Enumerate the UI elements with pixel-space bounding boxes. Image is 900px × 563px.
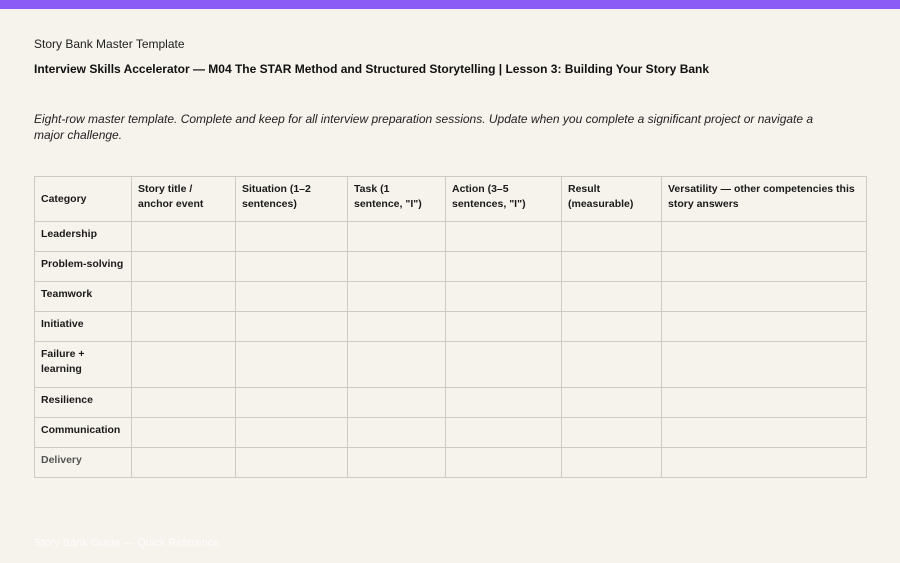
result-cell[interactable] xyxy=(562,252,662,282)
story-title-cell[interactable] xyxy=(132,252,236,282)
story-title-cell[interactable] xyxy=(132,312,236,342)
story-bank-table xyxy=(34,176,867,478)
action-cell[interactable] xyxy=(446,252,562,282)
table-row xyxy=(35,252,867,282)
result-cell[interactable] xyxy=(562,222,662,252)
action-cell[interactable] xyxy=(446,222,562,252)
versatility-cell[interactable] xyxy=(662,252,867,282)
header-category: Category xyxy=(35,177,132,222)
table-row xyxy=(35,222,867,252)
row-category-label: Teamwork xyxy=(35,282,132,312)
header-row xyxy=(35,177,867,222)
accent-top-bar xyxy=(0,0,900,9)
header-task: Task (1 sentence, "I") xyxy=(348,177,446,222)
action-cell[interactable] xyxy=(446,388,562,418)
header-story-title: Story title / anchor event xyxy=(132,177,236,222)
task-cell[interactable] xyxy=(348,388,446,418)
situation-cell[interactable] xyxy=(236,388,348,418)
table-row xyxy=(35,342,867,388)
situation-cell[interactable] xyxy=(236,418,348,448)
intro-text: Eight-row master template. Complete and keep for all interview preparation sessions. Update when you complete a significant project or navigate a major challenge. xyxy=(34,112,814,142)
row-category-label: Leadership xyxy=(35,222,132,252)
header-action: Action (3–5 sentences, "I") xyxy=(446,177,562,222)
table-row xyxy=(35,448,867,478)
versatility-cell[interactable] xyxy=(662,312,867,342)
result-cell[interactable] xyxy=(562,342,662,388)
header-situation: Situation (1–2 sentences) xyxy=(236,177,348,222)
story-title-cell[interactable] xyxy=(132,418,236,448)
table-row xyxy=(35,312,867,342)
course-title: Interview Skills Accelerator — M04 The STAR Method and Structured Storytelling | Lesson 3: Building Your Story Bank xyxy=(34,62,710,76)
result-cell[interactable] xyxy=(562,282,662,312)
task-cell[interactable] xyxy=(348,222,446,252)
story-title-cell[interactable] xyxy=(132,342,236,388)
row-category-label: Problem-solving xyxy=(35,252,132,282)
story-title-cell[interactable] xyxy=(132,222,236,252)
result-cell[interactable] xyxy=(562,388,662,418)
action-cell[interactable] xyxy=(446,418,562,448)
versatility-cell[interactable] xyxy=(662,282,867,312)
situation-cell[interactable] xyxy=(236,342,348,388)
row-category-label: Initiative xyxy=(35,312,132,342)
task-cell[interactable] xyxy=(348,342,446,388)
situation-cell[interactable] xyxy=(236,282,348,312)
versatility-cell[interactable] xyxy=(662,342,867,388)
row-category-label: Communication xyxy=(35,418,132,448)
story-title-cell[interactable] xyxy=(132,282,236,312)
footer-text: Story Bank Guide — Quick Reference xyxy=(34,537,220,549)
result-cell[interactable] xyxy=(562,312,662,342)
versatility-cell[interactable] xyxy=(662,222,867,252)
task-cell[interactable] xyxy=(348,312,446,342)
situation-cell[interactable] xyxy=(236,448,348,478)
action-cell[interactable] xyxy=(446,312,562,342)
situation-cell[interactable] xyxy=(236,222,348,252)
row-category-label: Failure + learning xyxy=(35,342,132,388)
table-row xyxy=(35,282,867,312)
action-cell[interactable] xyxy=(446,342,562,388)
versatility-cell[interactable] xyxy=(662,418,867,448)
document-label: Story Bank Master Template xyxy=(34,37,185,51)
situation-cell[interactable] xyxy=(236,252,348,282)
row-category-label: Delivery xyxy=(35,448,132,478)
situation-cell[interactable] xyxy=(236,312,348,342)
header-result: Result (measurable) xyxy=(562,177,662,222)
task-cell[interactable] xyxy=(348,252,446,282)
task-cell[interactable] xyxy=(348,282,446,312)
versatility-cell[interactable] xyxy=(662,448,867,478)
row-category-label: Resilience xyxy=(35,388,132,418)
story-title-cell[interactable] xyxy=(132,388,236,418)
story-title-cell[interactable] xyxy=(132,448,236,478)
task-cell[interactable] xyxy=(348,448,446,478)
task-cell[interactable] xyxy=(348,418,446,448)
result-cell[interactable] xyxy=(562,448,662,478)
action-cell[interactable] xyxy=(446,282,562,312)
table-row xyxy=(35,388,867,418)
header-versatility: Versatility — other competencies this story answers xyxy=(662,177,867,222)
result-cell[interactable] xyxy=(562,418,662,448)
versatility-cell[interactable] xyxy=(662,388,867,418)
table-row xyxy=(35,418,867,448)
action-cell[interactable] xyxy=(446,448,562,478)
